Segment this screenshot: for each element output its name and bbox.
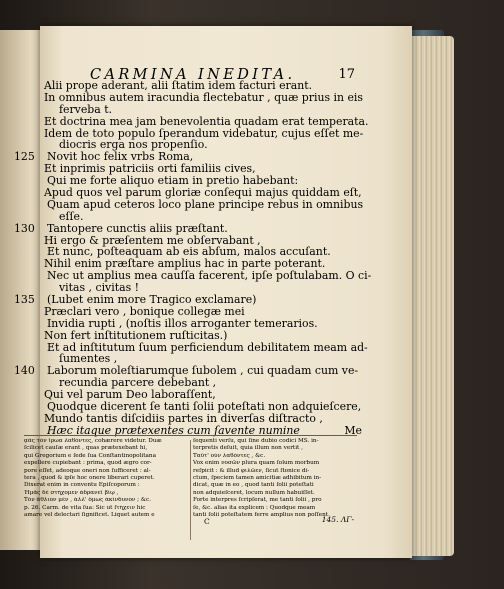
verse-line <box>26 114 369 128</box>
footnote-line: terpretis deſuit, quia illum non vertit , <box>193 445 303 452</box>
verse-line <box>26 318 366 330</box>
verse-line-text: Apud quos vel parum gloriæ conſequi majus quiddam eſt, <box>44 186 362 200</box>
footnote-line: Τὸν ἄθλιον μὲν , ἀλλ' ὅμως ἀκίνδυνον ; &c. <box>24 497 151 504</box>
verse-line-text: Nihil enim præſtare amplius hac in parte poterant. <box>44 257 326 271</box>
verse-line-text: Hæc itaque prætexentes cum ſavente numine <box>47 423 300 437</box>
verse-line-text: In omnibus autem iracundia flectebatur , quæ prius in eis <box>44 90 363 104</box>
footer-catchword: 145. ΛΓ- <box>321 515 354 524</box>
footnote-line: ſequenti verſu, qui ſine dubio codici MS. in- <box>193 438 319 444</box>
footnote-line: reſpicit : & illud φιλῶεν, ſicut ſtonice di- <box>193 467 310 474</box>
verse-line-text: Et nunc, poſteaquam ab eis abſum, malos accuſant. <box>47 245 331 259</box>
verse-line-text: Invidia rupti , (noſtis illos arroganter temerarios. <box>47 316 318 330</box>
verse-line-text: Idem de toto populo ſperandum videbatur, cujus eſſet me- <box>44 126 364 140</box>
verse-line-text: Et doctrina mea jam benevolentia quadam erat temperata. <box>44 114 369 128</box>
verse-line <box>26 199 366 211</box>
verse-line-text: diocris erga nos propenſio. <box>59 138 208 152</box>
verse-line-text: Quam apud ceteros loco plane principe rebus in omnibus <box>47 197 364 211</box>
footnote-line: ſe, &c. alias ita explicem : Quodque meam <box>193 504 316 511</box>
footnote-line: dicat, quæ in eo , quod tanti ſolii poteſtati <box>193 482 314 489</box>
verse-line-text: Tantopere cunctis aliis præſtant. <box>47 221 228 235</box>
footnote-line: Vox enim νοσῶν plura quam ſolum morbum <box>193 460 320 467</box>
line-number: 130 <box>14 221 35 235</box>
verse-line <box>26 211 366 223</box>
verse-line-text: eſſe. <box>59 209 84 223</box>
footnote-line: expellere cupiebant : prima, quod ægro cor- <box>24 460 152 467</box>
verse-line <box>14 221 366 235</box>
verse-text <box>14 79 372 437</box>
footnote-line: ctum, ſpeciem tamen amicitiæ adhibitum in- <box>193 474 322 481</box>
footnote-line: tanti ſolii poteſtatem ferre amplius non poſſent. <box>193 511 330 518</box>
footnote-column-left <box>24 438 188 519</box>
line-number: 125 <box>14 150 35 164</box>
footnote-line: ᾳᾶς τὸν ἴρωα λαϐόντες, cohærere videtur. Duæ <box>24 438 162 444</box>
page-footer <box>204 517 354 527</box>
footnote-line: p. 26. Carm. de vita ſua: Sic ut ſτήχειν hic <box>24 504 146 511</box>
line-number: 140 <box>14 364 35 378</box>
footnote-line: qui Gregorium e ſede ſua Conſtantinopolitana <box>24 452 156 459</box>
page-block-edges <box>408 36 454 556</box>
verse-line-text: ferveba t. <box>59 102 113 116</box>
footnote-line: Ταῦτ' οὖν λαϐόντες , &c. <box>193 452 266 459</box>
verse-line-text: Mundo tantis diſcidiis partes in diverſas diſtracto , <box>44 411 323 425</box>
page-number: 17 <box>338 67 355 82</box>
line-number: 135 <box>14 293 35 307</box>
footnote-column-right <box>193 438 357 519</box>
verse-line-text: Et inprimis patriciis orti familiis cives, <box>44 162 256 176</box>
catchword: Me <box>344 423 362 437</box>
verse-line-text: Nec ut amplius mea cauſſa facerent, ipſe poſtulabam. O ci- <box>47 269 372 283</box>
verse-line-text: Et ad inſtitutum ſuum perficiendum debilitatem meam ad- <box>47 340 368 354</box>
verse-line-text: Qui vel parum Deo laboraſſent, <box>44 388 216 402</box>
footnote-line: ſcilicet cauſæ erant , quas prætexebant hi, <box>24 445 148 452</box>
verse-line-text: Alii prope aderant, alii ſtatim idem facturi erant. <box>44 79 313 92</box>
verse-line-text: recundia parcere debebant , <box>59 376 217 390</box>
verse-line-text: (Lubet enim more Tragico exclamare) <box>47 293 257 307</box>
running-head: CARMINA INEDITA. <box>90 67 296 83</box>
verse-line-text: vitas , civitas ! <box>59 281 139 295</box>
verse-line-text: Non fert inſtitutionem ruſticitas.) <box>44 328 228 342</box>
verse-line-text: Novit hoc felix vrbs Roma, <box>47 150 194 164</box>
footnote-column-divider <box>190 440 191 540</box>
verse-line <box>26 92 366 104</box>
verse-line-text: ſumentes , <box>59 352 118 366</box>
verse-line-text: Qui me forte aliquo etiam in pretio habebant: <box>47 174 299 188</box>
verse-line <box>26 330 366 342</box>
footnote-line: pore eſſet, adeoque oneri non ſufficeret : al- <box>24 467 151 474</box>
footnote-line: tera , quod & ipſe hoc onere liberari cuperet. <box>24 474 155 481</box>
footnote-line: Ἡμᾶς δὲ στήχομεν ἀδρανεῖ βίῳ , <box>24 489 119 496</box>
signature-mark: C <box>204 517 210 526</box>
verse-line-text: Laborum moleſtiarumque ſubolem , cui quadam cum ve- <box>47 364 359 378</box>
verse-line-text: Præclari vero , bonique collegæ mei <box>44 304 245 318</box>
footnote-line: Dixerat enim in conventu Epiſcoporum : <box>24 482 140 489</box>
footnote-rule <box>24 435 357 436</box>
verse-line-text: Quodque dicerent ſe tanti ſolii poteſtati non adquieſcere, <box>47 400 362 414</box>
footnote-line: non adquieſceret, locum nullum habuiſſet. <box>193 489 315 496</box>
verse-line-text: Hi ergo & præſentem me obſervabant , <box>44 233 261 247</box>
footnote-line: Forte interpres ſcripſerat, me tanti ſolii , pro <box>193 497 322 504</box>
footnote-line: amare vel delectari ſignificet. Liquet autem e <box>24 511 155 518</box>
verse-line <box>26 104 366 116</box>
